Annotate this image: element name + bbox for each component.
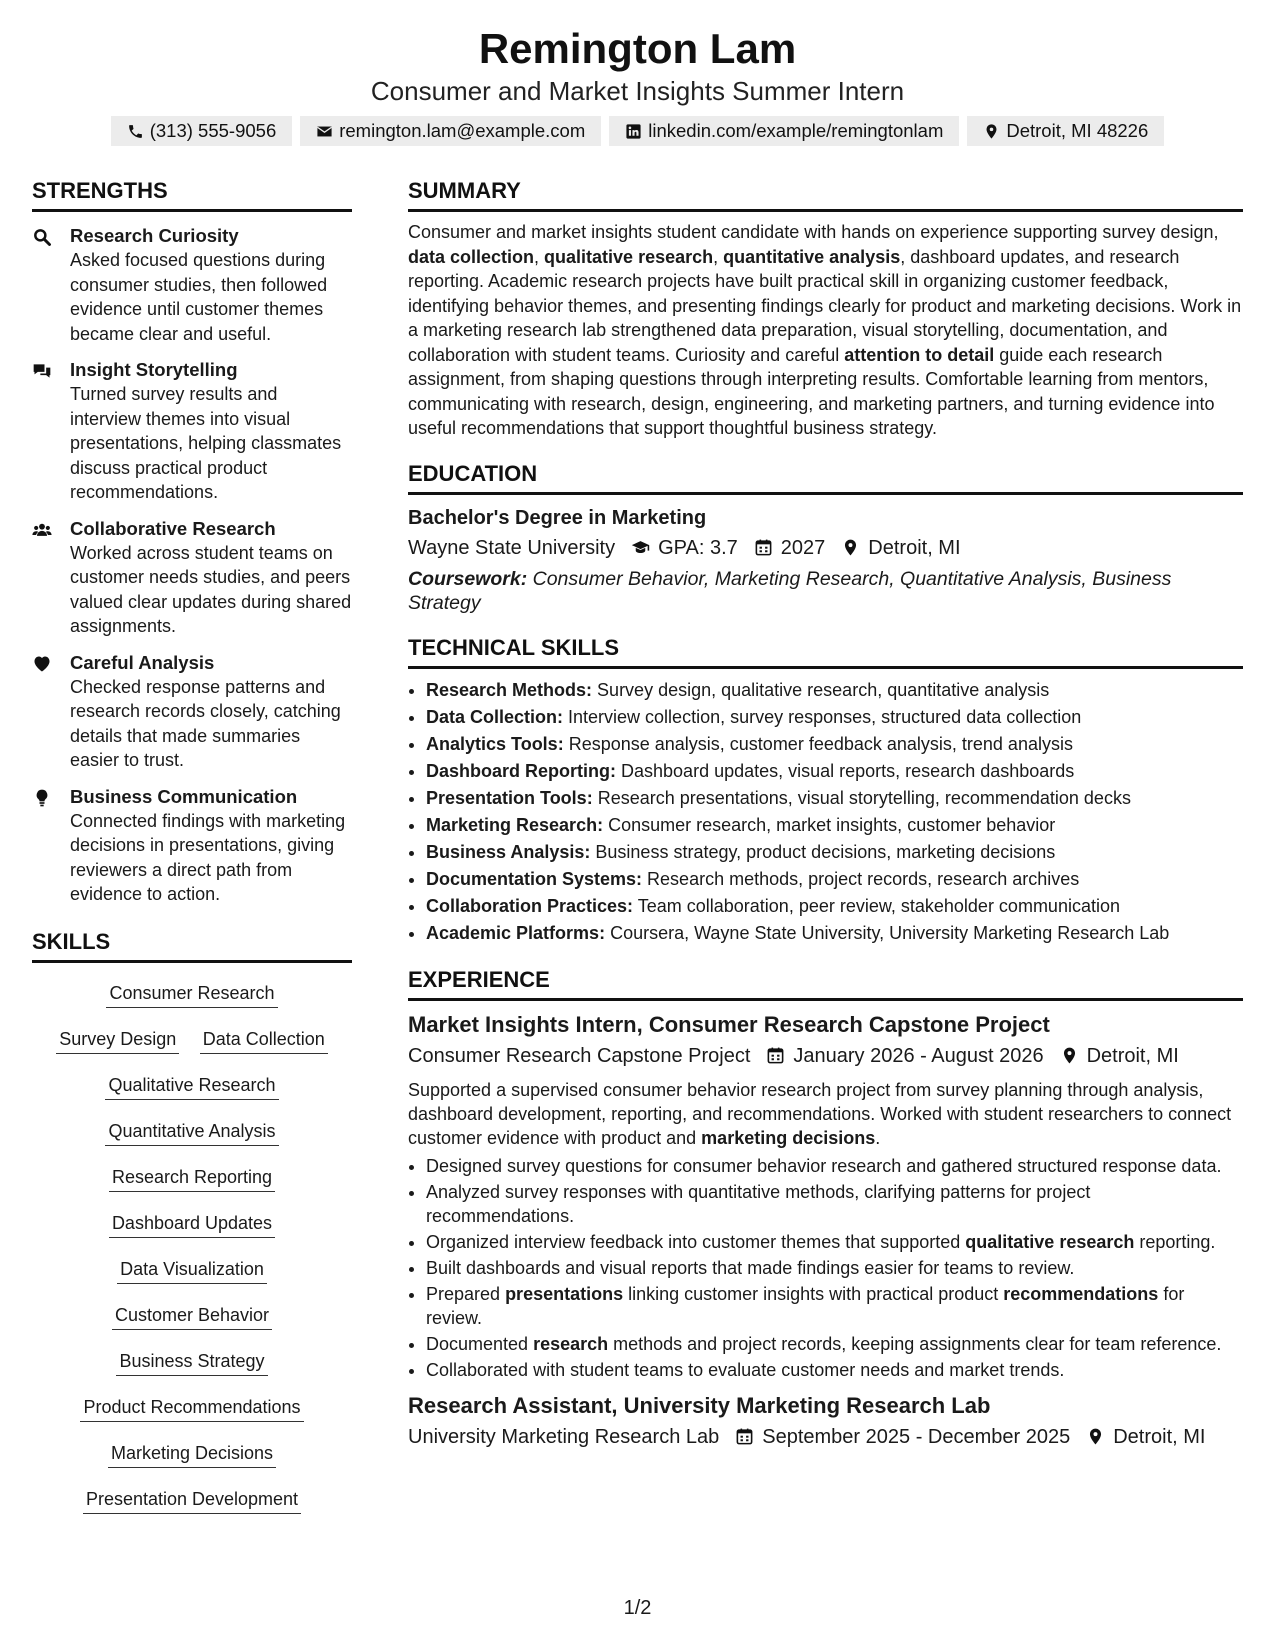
strength-title: Business Communication	[70, 785, 298, 807]
list-item: • Organized interview feedback into customer themes that supported qualitative research reporting.	[426, 1230, 1243, 1254]
list-item: • Business Analysis: Business strategy, product decisions, marketing decisions	[426, 839, 1243, 866]
job-meta	[408, 1042, 1243, 1070]
right-column	[408, 176, 1243, 1451]
job-org: University Marketing Research Lab	[408, 1425, 720, 1448]
list-item: • Documented research methods and project records, keeping assignments clear for team reference.	[426, 1332, 1243, 1356]
strength-desc: Worked across student teams on customer needs studies, and peers valued clear updates during shared assignments.	[70, 542, 352, 636]
envelope-icon	[316, 123, 333, 140]
calendar-icon	[766, 1046, 785, 1065]
degree: Bachelor's Degree in Marketing	[408, 506, 707, 529]
list-item: • Dashboard Reporting: Dashboard updates, visual reports, research dashboards	[426, 758, 1243, 785]
job-dates: September 2025 - December 2025	[762, 1425, 1071, 1448]
strength-title: Collaborative Research	[70, 517, 276, 539]
skill-tag: Marketing Decisions	[108, 1441, 276, 1468]
page-number: 1/2	[623, 1597, 652, 1619]
strength-desc: Asked focused questions during consumer studies, then followed evidence until customer themes became clear and useful.	[70, 250, 328, 344]
graduation-cap-icon	[631, 538, 650, 557]
email-text: remington.lam@example.com	[339, 120, 586, 141]
strength-item	[32, 358, 352, 505]
strength-item	[32, 224, 352, 346]
candidate-name: Remington Lam	[478, 25, 797, 72]
map-marker-icon	[983, 123, 1000, 140]
calendar-icon	[754, 538, 773, 557]
calendar-icon	[735, 1427, 754, 1446]
strength-title: Research Curiosity	[70, 225, 239, 246]
strength-item	[32, 517, 352, 639]
strength-desc: Checked response patterns and research records closely, catching details that made summaries easier to trust.	[70, 676, 341, 770]
education-heading: EDUCATION	[408, 459, 1243, 495]
school-location: Detroit, MI	[868, 536, 961, 559]
strength-desc: Turned survey results and interview themes into visual presentations, helping classmates discuss practical product recommendations.	[70, 384, 342, 502]
linkedin-icon	[625, 123, 642, 140]
skill-tag: Research Reporting	[109, 1165, 275, 1192]
search-icon	[32, 227, 52, 247]
list-item: • Prepared presentations linking customer insights with practical product recommendations for review.	[426, 1282, 1243, 1330]
candidate-title: Consumer and Market Insights Summer Intern	[370, 76, 905, 106]
skill-tag: Qualitative Research	[105, 1073, 278, 1100]
grad-year: 2027	[780, 536, 826, 559]
skill-tag: Product Recommendations	[80, 1395, 303, 1422]
strength-desc: Connected findings with marketing decisions in presentations, giving reviewers a direct path from evidence to action.	[70, 810, 346, 904]
education-meta	[408, 534, 1243, 562]
strength-item	[32, 785, 352, 907]
list-item: • Analyzed survey responses with quantitative methods, clarifying patterns for project recommendations.	[426, 1180, 1243, 1228]
linkedin-text: linkedin.com/example/remingtonlam	[648, 120, 944, 141]
technical-skills-list	[408, 677, 1243, 947]
map-marker-icon	[841, 538, 860, 557]
skill-tag: Dashboard Updates	[109, 1211, 275, 1238]
skill-tag: Survey Design	[56, 1027, 179, 1054]
job-location: Detroit, MI	[1113, 1425, 1206, 1448]
list-item: • Presentation Tools: Research presentations, visual storytelling, recommendation decks	[426, 785, 1243, 812]
map-marker-icon	[1060, 1046, 1079, 1065]
job-title: Market Insights Intern, Consumer Research Capstone Project	[408, 1011, 1050, 1037]
phone-icon	[127, 123, 144, 140]
comments-icon	[32, 361, 52, 381]
phone-text: (313) 555-9056	[149, 120, 277, 141]
skills-heading: SKILLS	[32, 927, 352, 963]
contact-email[interactable]	[300, 116, 601, 146]
list-item: • Data Collection: Interview collection, survey responses, structured data collection	[426, 704, 1243, 731]
list-item: • Academic Platforms: Coursera, Wayne State University, University Marketing Research Lab	[426, 920, 1243, 947]
job-bullets	[408, 1154, 1243, 1382]
job-location: Detroit, MI	[1086, 1044, 1179, 1067]
experience-heading: EXPERIENCE	[408, 965, 1243, 1001]
resume-header	[0, 0, 1275, 146]
skills-list	[32, 973, 352, 1525]
job-description: Supported a supervised consumer behavior research project from survey planning through analysis, dashboard development, reporting, and recommendations. Worked with student researchers to connect customer evidence with product and marketing decisions.	[408, 1079, 1232, 1148]
contact-linkedin[interactable]	[609, 116, 959, 146]
list-item: • Research Methods: Survey design, qualitative research, quantitative analysis	[426, 677, 1243, 704]
job-meta	[408, 1423, 1243, 1451]
gpa: GPA: 3.7	[658, 536, 738, 559]
list-item: • Designed survey questions for consumer behavior research and gathered structured response data.	[426, 1154, 1243, 1178]
strength-title: Insight Storytelling	[70, 359, 238, 380]
job-dates: January 2026 - August 2026	[793, 1044, 1044, 1067]
job-title: Research Assistant, University Marketing Research Lab	[408, 1392, 991, 1418]
users-icon	[32, 520, 52, 540]
contact-bar	[0, 116, 1275, 146]
list-item: • Marketing Research: Consumer research, market insights, customer behavior	[426, 812, 1243, 839]
job-org: Consumer Research Capstone Project	[408, 1044, 751, 1067]
summary-heading: SUMMARY	[408, 176, 1243, 212]
strength-item	[32, 651, 352, 773]
skill-tag: Presentation Development	[83, 1487, 301, 1514]
list-item: • Built dashboards and visual reports that made findings easier for teams to review.	[426, 1256, 1243, 1280]
heart-icon	[32, 654, 52, 674]
skill-tag: Customer Behavior	[112, 1303, 272, 1330]
skill-tag: Quantitative Analysis	[105, 1119, 278, 1146]
lightbulb-icon	[32, 788, 52, 808]
technical-skills-heading: TECHNICAL SKILLS	[408, 633, 1243, 669]
skill-tag: Data Collection	[200, 1027, 328, 1054]
contact-phone[interactable]	[111, 116, 293, 146]
summary-text: Consumer and market insights student candidate with hands on experience supporting survey design, data collection, qualitative research, quantitative analysis, dashboard updates, and research reporting. Academic research projects have built practical skill in organizing customer feedback, identifying behavior themes, and presenting findings clearly for product and marketing decisions. Work in a marketing research lab strengthened data preparation, visual storytelling, documentation, and collaboration with student teams. Curiosity and careful attention to detail guide each research assignment, from shaping questions through interpreting results. Comfortable learning from mentors, communicating with research, design, engineering, and marketing partners, and turning evidence into useful recommendations that support thoughtful business strategy.	[408, 222, 1242, 438]
map-marker-icon	[1086, 1427, 1105, 1446]
strengths-heading: STRENGTHS	[32, 176, 352, 212]
left-column	[32, 176, 352, 1525]
list-item: • Analytics Tools: Response analysis, customer feedback analysis, trend analysis	[426, 731, 1243, 758]
list-item: • Collaboration Practices: Team collaboration, peer review, stakeholder communication	[426, 893, 1243, 920]
location-text: Detroit, MI 48226	[1006, 120, 1149, 141]
skill-tag: Data Visualization	[117, 1257, 267, 1284]
skill-tag: Consumer Research	[106, 981, 277, 1008]
strength-title: Careful Analysis	[70, 651, 215, 673]
list-item: • Documentation Systems: Research methods, project records, research archives	[426, 866, 1243, 893]
list-item: • Collaborated with student teams to evaluate customer needs and market trends.	[426, 1358, 1243, 1382]
school-name: Wayne State University	[408, 536, 616, 559]
skill-tag: Business Strategy	[116, 1349, 267, 1376]
coursework: Coursework: Consumer Behavior, Marketing Research, Quantitative Analysis, Business Strategy	[408, 567, 1172, 614]
contact-location	[967, 116, 1164, 146]
